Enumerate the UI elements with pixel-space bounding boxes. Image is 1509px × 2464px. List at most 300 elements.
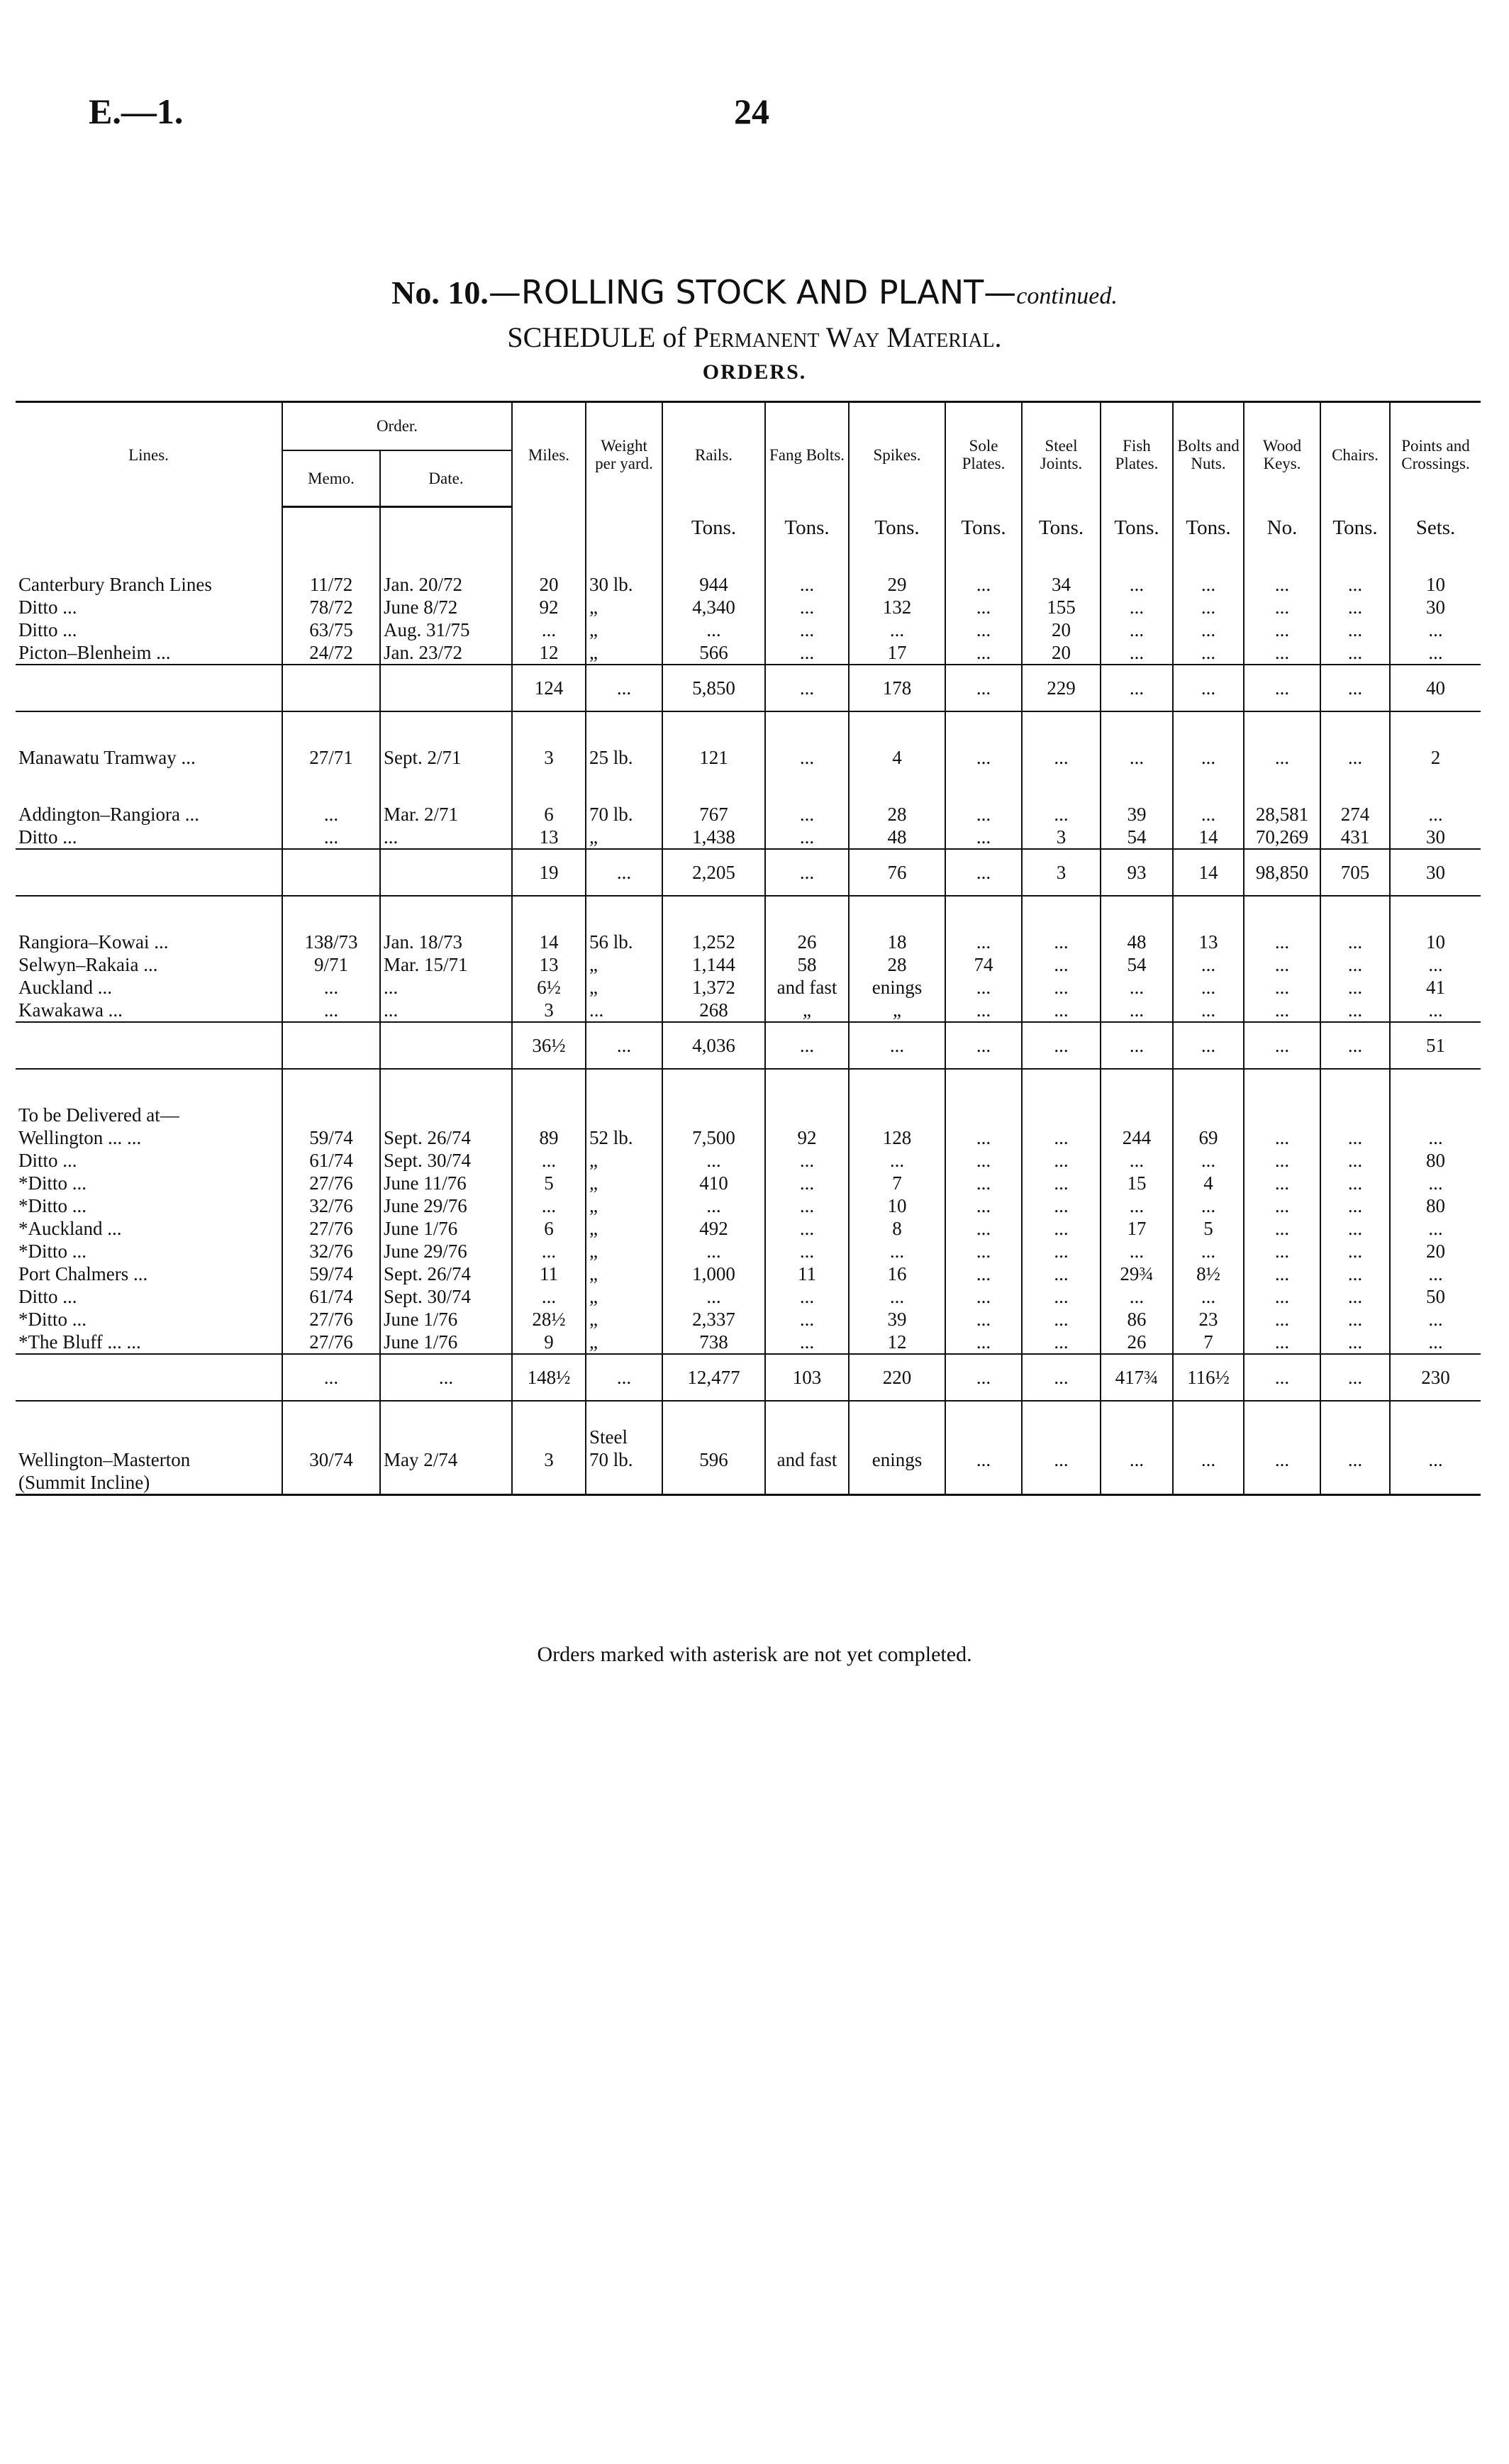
table-cell: ...: [1101, 1448, 1173, 1471]
table-cell: ...: [945, 1285, 1022, 1308]
table-cell: 56 lb.: [586, 931, 662, 953]
table-cell: ...: [1173, 803, 1244, 826]
table-cell: ...: [662, 1194, 765, 1217]
table-cell: [282, 1401, 380, 1426]
table-cell: [849, 1471, 945, 1494]
table-cell: ...: [945, 1331, 1022, 1354]
table-cell: ...: [945, 1022, 1022, 1069]
table-row: [16, 976, 1481, 999]
table-cell: [662, 711, 765, 746]
table-cell: Mar. 15/71: [380, 953, 512, 976]
table-cell: ...: [1244, 1448, 1320, 1471]
table-cell: 11: [765, 1262, 849, 1285]
table-cell: [1173, 711, 1244, 746]
table-cell: [1173, 896, 1244, 931]
table-cell: ...: [945, 746, 1022, 769]
table-cell: [1390, 1069, 1481, 1104]
table-cell: ...: [1101, 573, 1173, 596]
table-cell: [1390, 769, 1481, 803]
table-cell: [16, 1401, 282, 1426]
table-cell: ...: [1022, 1172, 1101, 1194]
table-cell: ...: [945, 999, 1022, 1022]
table-cell: ...: [765, 1240, 849, 1262]
unit-cell: Tons.: [1101, 507, 1173, 550]
col-lines: Lines.: [128, 445, 169, 464]
table-cell: 12: [512, 641, 586, 665]
table-cell: [380, 896, 512, 931]
table-cell: ...: [1173, 953, 1244, 976]
table-cell: ...: [1173, 1240, 1244, 1262]
table-cell: ...: [1390, 1308, 1481, 1331]
table-cell: [1390, 896, 1481, 931]
table-cell: [512, 711, 586, 746]
table-cell: 15: [1101, 1172, 1173, 1194]
table-cell: Auckland ...: [18, 977, 112, 998]
table-cell: 3: [1022, 849, 1101, 896]
table-cell: 59/74: [282, 1126, 380, 1149]
table-cell: ...: [765, 641, 849, 665]
col-wood-keys: Wood Keys.: [1244, 402, 1320, 507]
table-cell: ...: [945, 1194, 1022, 1217]
table-cell: „: [586, 1217, 662, 1240]
table-cell: [1320, 1401, 1390, 1426]
table-cell: 1,438: [662, 826, 765, 849]
table-row: [16, 1126, 1481, 1149]
table-cell: 3: [512, 746, 586, 769]
table-cell: [380, 849, 512, 896]
table-cell: 492: [662, 1217, 765, 1240]
table-cell: [586, 896, 662, 931]
table-cell: 28,581: [1244, 803, 1320, 826]
table-cell: ...: [1244, 573, 1320, 596]
table-cell: [282, 1022, 380, 1069]
table-cell: [1244, 1471, 1320, 1494]
table-cell: ...: [1244, 596, 1320, 618]
schedule-word: SCHEDULE: [507, 321, 656, 353]
table-cell: [945, 1069, 1022, 1104]
table-cell: 103: [765, 1354, 849, 1401]
table-cell: ...: [765, 665, 849, 711]
table-cell: [1244, 896, 1320, 931]
table-cell: 767: [662, 803, 765, 826]
table-cell: [945, 549, 1022, 573]
table-cell: [16, 1069, 282, 1104]
table-cell: „: [586, 953, 662, 976]
table-cell: 34: [1022, 573, 1101, 596]
table-cell: ...: [1173, 999, 1244, 1022]
table-cell: 12,477: [662, 1354, 765, 1401]
table-cell: ...: [765, 746, 849, 769]
table-cell: 4,036: [662, 1022, 765, 1069]
table-cell: ...: [1244, 1149, 1320, 1172]
table-cell: „: [586, 1194, 662, 1217]
table-cell: 4,340: [662, 596, 765, 618]
table-cell: ...: [1320, 618, 1390, 641]
table-cell: ...: [1244, 1285, 1320, 1308]
table-cell: [662, 1104, 765, 1126]
table-cell: ...: [1173, 596, 1244, 618]
table-cell: 86: [1101, 1308, 1173, 1331]
unit-cell: [16, 507, 282, 550]
table-cell: ...: [1320, 665, 1390, 711]
table-cell: „: [586, 1308, 662, 1331]
table-cell: ...: [1320, 953, 1390, 976]
table-cell: [849, 1426, 945, 1448]
table-cell: 29: [849, 573, 945, 596]
table-cell: 40: [1390, 665, 1481, 711]
table-cell: 6½: [512, 976, 586, 999]
table-cell: ...: [1173, 665, 1244, 711]
table-cell: [945, 769, 1022, 803]
table-cell: [849, 1104, 945, 1126]
table-cell: [1101, 896, 1173, 931]
table-cell: 61/74: [282, 1285, 380, 1308]
table-cell: ...: [1320, 1354, 1390, 1401]
table-cell: [1244, 711, 1320, 746]
unit-cell: Sets.: [1390, 507, 1481, 550]
unit-cell: [282, 507, 380, 550]
table-cell: ...: [1244, 999, 1320, 1022]
table-cell: ...: [765, 1172, 849, 1194]
table-cell: ...: [1022, 1262, 1101, 1285]
table-cell: [586, 1069, 662, 1104]
table-cell: ...: [1320, 1331, 1390, 1354]
table-cell: [380, 1022, 512, 1069]
col-memo: Memo.: [282, 450, 380, 507]
table-cell: [1101, 1494, 1173, 1495]
table-cell: ...: [1320, 999, 1390, 1022]
table-cell: ...: [765, 596, 849, 618]
table-cell: [282, 1426, 380, 1448]
col-rails: Rails.: [662, 402, 765, 507]
table-cell: ...: [1320, 1308, 1390, 1331]
table-cell: 6: [512, 1217, 586, 1240]
table-cell: 566: [662, 641, 765, 665]
table-cell: 76: [849, 849, 945, 896]
table-cell: ...: [1390, 641, 1481, 665]
table-cell: ...: [1244, 931, 1320, 953]
table-cell: *The Bluff ... ...: [18, 1331, 141, 1353]
table-cell: 93: [1101, 849, 1173, 896]
table-cell: [586, 549, 662, 573]
table-cell: 124: [512, 665, 586, 711]
table-cell: 50: [1390, 1285, 1481, 1308]
table-cell: ...: [765, 1194, 849, 1217]
table-cell: [512, 1104, 586, 1126]
table-cell: [1320, 1426, 1390, 1448]
table-cell: „: [586, 826, 662, 849]
table-cell: 8½: [1173, 1262, 1244, 1285]
table-cell: ...: [586, 999, 662, 1022]
table-cell: ...: [1101, 999, 1173, 1022]
table-cell: [512, 1401, 586, 1426]
table-cell: 39: [1101, 803, 1173, 826]
table-cell: 738: [662, 1331, 765, 1354]
table-cell: Port Chalmers ...: [18, 1263, 148, 1284]
table-cell: ...: [1173, 976, 1244, 999]
table-cell: ...: [1101, 1022, 1173, 1069]
table-cell: 41: [1390, 976, 1481, 999]
table-cell: 26: [1101, 1331, 1173, 1354]
unit-cell: No.: [1244, 507, 1320, 550]
table-cell: 14: [512, 931, 586, 953]
table-cell: 5: [512, 1172, 586, 1194]
table-cell: [380, 769, 512, 803]
table-cell: [1390, 549, 1481, 573]
table-cell: 5,850: [662, 665, 765, 711]
table-cell: [1101, 1471, 1173, 1494]
table-cell: ...: [1101, 596, 1173, 618]
table-cell: [586, 1401, 662, 1426]
table-cell: ...: [945, 803, 1022, 826]
table-cell: [512, 1069, 586, 1104]
table-cell: Manawatu Tramway ...: [18, 747, 196, 768]
table-cell: [849, 1401, 945, 1426]
table-cell: ...: [1173, 641, 1244, 665]
table-cell: ...: [1390, 1172, 1481, 1194]
table-cell: [1173, 1426, 1244, 1448]
table-cell: 30: [1390, 826, 1481, 849]
table-cell: ...: [945, 1240, 1022, 1262]
table-cell: ...: [945, 665, 1022, 711]
col-order: Order.: [282, 402, 512, 450]
table-cell: ...: [1022, 1240, 1101, 1262]
table-cell: [512, 1494, 586, 1495]
table-cell: Ditto ...: [18, 596, 77, 618]
table-cell: [945, 1426, 1022, 1448]
table-cell: 89: [512, 1126, 586, 1149]
table-cell: ...: [1320, 1448, 1390, 1471]
table-cell: [765, 1104, 849, 1126]
table-cell: 19: [512, 849, 586, 896]
table-cell: [1244, 1069, 1320, 1104]
table-cell: 54: [1101, 953, 1173, 976]
table-cell: June 8/72: [380, 596, 512, 618]
table-cell: 1,000: [662, 1262, 765, 1285]
table-cell: [662, 769, 765, 803]
col-spikes: Spikes.: [849, 402, 945, 507]
permanent-way-orders-table: [16, 401, 1481, 1496]
table-cell: ...: [945, 1149, 1022, 1172]
table-cell: ...: [662, 1285, 765, 1308]
table-body: [16, 507, 1481, 1495]
table-row: [16, 746, 1481, 769]
schedule-subtitle: [0, 321, 1509, 354]
table-cell: 178: [849, 665, 945, 711]
table-cell: *Ditto ...: [18, 1195, 87, 1216]
col-date: Date.: [380, 450, 512, 507]
table-cell: 148½: [512, 1354, 586, 1401]
units-row: [16, 507, 1481, 550]
table-cell: 16: [849, 1262, 945, 1285]
table-cell: 7: [849, 1172, 945, 1194]
table-cell: 944: [662, 573, 765, 596]
table-cell: 30: [1390, 849, 1481, 896]
unit-cell: [586, 507, 662, 550]
table-cell: ...: [765, 803, 849, 826]
table-cell: ...: [1244, 641, 1320, 665]
table-cell: 1,372: [662, 976, 765, 999]
table-cell: ...: [945, 641, 1022, 665]
table-cell: 63/75: [282, 618, 380, 641]
table-cell: 3: [1022, 826, 1101, 849]
table-cell: [765, 549, 849, 573]
table-cell: ...: [1390, 1217, 1481, 1240]
document-code: E.—1.: [89, 91, 184, 131]
table-cell: ...: [1022, 1217, 1101, 1240]
table-cell: *Ditto ...: [18, 1309, 87, 1330]
table-cell: [380, 549, 512, 573]
table-cell: [586, 1494, 662, 1495]
table-cell: Rangiora–Kowai ...: [18, 931, 169, 953]
table-cell: [1390, 1471, 1481, 1494]
table-cell: ...: [1022, 1285, 1101, 1308]
table-cell: 6: [512, 803, 586, 826]
unit-cell: Tons.: [765, 507, 849, 550]
table-cell: 220: [849, 1354, 945, 1401]
table-cell: [945, 1494, 1022, 1495]
table-cell: [849, 896, 945, 931]
table-cell: ...: [1022, 746, 1101, 769]
col-steel-joints: Steel Joints.: [1022, 402, 1101, 507]
schedule-of: of: [662, 321, 686, 353]
table-cell: ...: [380, 976, 512, 999]
table-cell: June 29/76: [380, 1240, 512, 1262]
table-cell: ...: [1320, 931, 1390, 953]
table-cell: 13: [512, 953, 586, 976]
unit-cell: Tons.: [1022, 507, 1101, 550]
table-cell: [1244, 1494, 1320, 1495]
table-cell: ...: [512, 1240, 586, 1262]
table-cell: ...: [1320, 1149, 1390, 1172]
orders-heading: ORDERS.: [702, 360, 807, 384]
table-cell: ...: [512, 1149, 586, 1172]
table-cell: 7,500: [662, 1126, 765, 1149]
table-cell: ...: [512, 618, 586, 641]
table-cell: 92: [512, 596, 586, 618]
table-cell: ...: [1244, 1354, 1320, 1401]
table-cell: [282, 1494, 380, 1495]
table-cell: 29¾: [1101, 1262, 1173, 1285]
table-cell: ...: [945, 573, 1022, 596]
table-cell: [380, 1069, 512, 1104]
table-cell: ...: [1244, 1126, 1320, 1149]
table-cell: ...: [1101, 641, 1173, 665]
unit-cell: Tons.: [849, 507, 945, 550]
table-cell: 70 lb.: [586, 1448, 662, 1471]
table-cell: [16, 1022, 282, 1069]
table-cell: June 29/76: [380, 1194, 512, 1217]
table-cell: [1022, 1426, 1101, 1448]
table-cell: 132: [849, 596, 945, 618]
table-cell: ...: [1320, 573, 1390, 596]
table-cell: 58: [765, 953, 849, 976]
table-cell: ...: [1022, 1194, 1101, 1217]
table-cell: ...: [1173, 618, 1244, 641]
table-cell: ...: [1022, 1354, 1101, 1401]
table-row: [16, 1471, 1481, 1494]
table-cell: ...: [1022, 953, 1101, 976]
table-cell: [380, 711, 512, 746]
table-cell: 229: [1022, 665, 1101, 711]
table-cell: 4: [1173, 1172, 1244, 1194]
table-cell: Jan. 18/73: [380, 931, 512, 953]
table-cell: June 11/76: [380, 1172, 512, 1194]
table-cell: 92: [765, 1126, 849, 1149]
table-cell: 80: [1390, 1194, 1481, 1217]
table-cell: 244: [1101, 1126, 1173, 1149]
table-cell: [1244, 769, 1320, 803]
table-cell: 78/72: [282, 596, 380, 618]
table-cell: [945, 711, 1022, 746]
table-cell: ...: [1320, 596, 1390, 618]
table-cell: ...: [1101, 1149, 1173, 1172]
table-cell: [282, 769, 380, 803]
table-cell: ...: [662, 1149, 765, 1172]
unit-cell: Tons.: [662, 507, 765, 550]
table-cell: [1320, 1069, 1390, 1104]
table-cell: 13: [1173, 931, 1244, 953]
table-cell: ...: [945, 931, 1022, 953]
table-cell: Sept. 30/74: [380, 1149, 512, 1172]
table-cell: Sept. 2/71: [380, 746, 512, 769]
table-cell: [282, 1471, 380, 1494]
table-cell: Ditto ...: [18, 826, 77, 848]
table-cell: [1022, 1069, 1101, 1104]
table-cell: ...: [1320, 1262, 1390, 1285]
table-cell: ...: [1022, 1308, 1101, 1331]
unit-cell: [380, 507, 512, 550]
table-row: [16, 1240, 1481, 1262]
table-cell: [16, 1426, 282, 1448]
table-title-continued: continued.: [1016, 283, 1118, 309]
table-cell: ...: [1101, 665, 1173, 711]
table-number: No. 10.: [391, 274, 489, 311]
table-cell: ...: [1320, 746, 1390, 769]
table-cell: (Summit Incline): [18, 1472, 150, 1493]
table-cell: ...: [1244, 1331, 1320, 1354]
table-cell: „: [586, 641, 662, 665]
table-cell: 36½: [512, 1022, 586, 1069]
table-cell: 3: [512, 999, 586, 1022]
table-cell: 27/76: [282, 1217, 380, 1240]
table-row: [16, 573, 1481, 596]
table-cell: [512, 1471, 586, 1494]
table-cell: „: [586, 618, 662, 641]
table-cell: [16, 1354, 282, 1401]
table-cell: [1173, 1471, 1244, 1494]
table-cell: Mar. 2/71: [380, 803, 512, 826]
table-cell: ...: [1101, 746, 1173, 769]
table-cell: [1390, 711, 1481, 746]
table-cell: [512, 896, 586, 931]
table-cell: Addington–Rangiora ...: [18, 804, 199, 825]
table-cell: May 2/74: [380, 1448, 512, 1471]
table-cell: 155: [1022, 596, 1101, 618]
table-cell: Sept. 30/74: [380, 1285, 512, 1308]
table-cell: Selwyn–Rakaia ...: [18, 954, 158, 975]
table-cell: [662, 1494, 765, 1495]
table-row: [16, 1308, 1481, 1331]
table-cell: [512, 1426, 586, 1448]
table-cell: 27/76: [282, 1331, 380, 1354]
table-cell: ...: [1173, 1194, 1244, 1217]
table-cell: 705: [1320, 849, 1390, 896]
table-cell: ...: [282, 803, 380, 826]
table-cell: [282, 849, 380, 896]
table-cell: [765, 1401, 849, 1426]
table-cell: 230: [1390, 1354, 1481, 1401]
